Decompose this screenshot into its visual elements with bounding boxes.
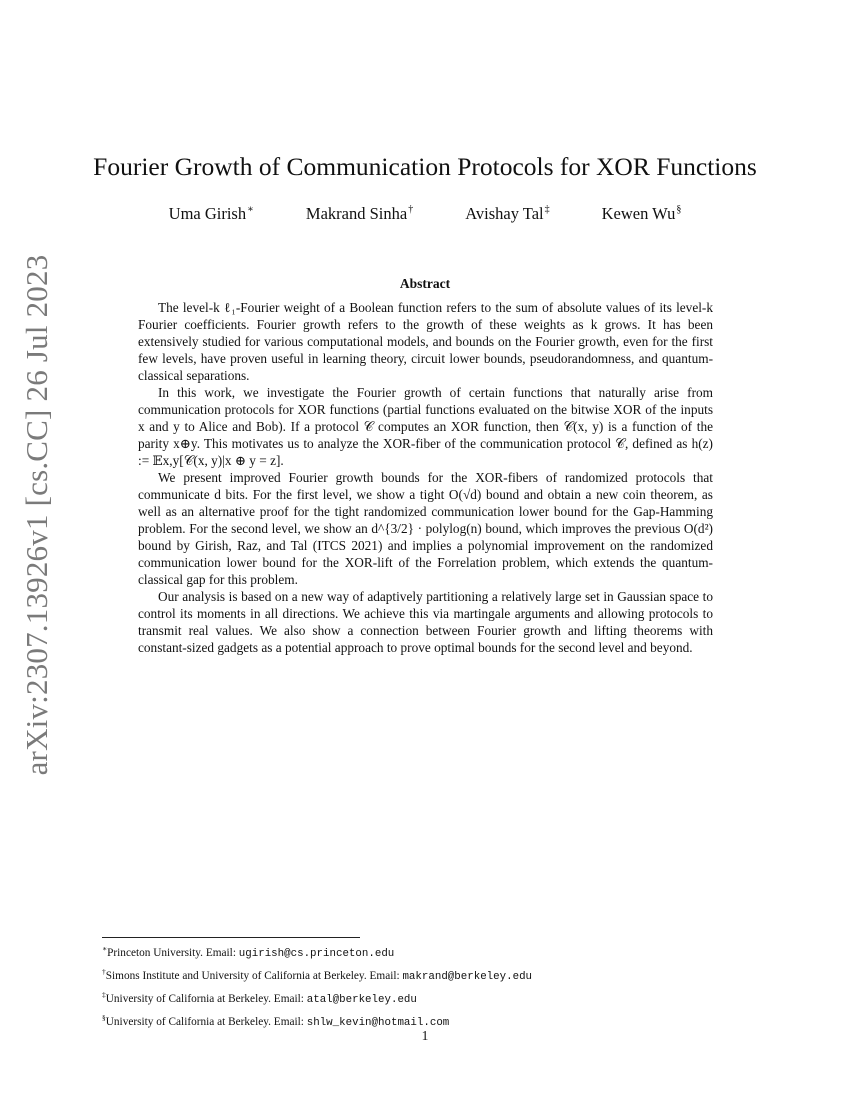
footnote-text: University of California at Berkeley. Email: (105, 1016, 307, 1028)
paper-title: Fourier Growth of Communication Protocols for XOR Functions (93, 152, 757, 181)
footnote-email: ugirish@cs.princeton.edu (238, 948, 395, 960)
author (602, 204, 682, 224)
author (169, 204, 254, 224)
page-number: 1 (421, 1028, 429, 1043)
author-name: Avishay Tal (465, 204, 544, 223)
footnote-text: University of California at Berkeley. Email: (105, 993, 307, 1005)
author-name: Uma Girish (168, 204, 247, 223)
footnote-divider (102, 937, 360, 938)
footnote (102, 963, 752, 986)
footnote-mark: † (102, 967, 106, 976)
footnote-mark: § (102, 1013, 106, 1022)
footnote (102, 986, 752, 1009)
arxiv-identifier-stamp (12, 254, 62, 776)
author-footnote-mark: ∗ (247, 204, 254, 215)
abstract-paragraph: Our analysis is based on a new way of adaptively partitioning a relatively large set in Gaussian space to control its moments in all directions. We achieve this via martingale arguments and allowing protocols to transmit real values. We also show a connection between Fourier growth and lifting theorems with constant-sized gadgets as a potential approach to prove optimal bounds for the second level and beyond. (138, 589, 713, 655)
author-footnote-mark: ‡ (544, 204, 550, 215)
footnotes (102, 940, 752, 1032)
abstract-heading: Abstract (399, 276, 451, 291)
author-name: Makrand Sinha (305, 204, 408, 223)
author-footnote-mark: † (408, 204, 414, 215)
abstract-paragraph: The level-k ℓ₁-Fourier weight of a Boolean function refers to the sum of absolute values of its level-k Fourier coefficients. Fourier growth refers to the growth of these weights as k grows. It has been extensively studied for various computational models, and bounds on the Fourier growth, even for the first few levels, have proven useful in learning theory, circuit lower bounds, pseudorandomness, and quantum-classical separations. (138, 300, 713, 383)
footnote-mark: ∗ (102, 944, 108, 953)
author-name: Kewen Wu (601, 204, 676, 223)
footnote-text: Simons Institute and University of California at Berkeley. Email: (105, 970, 403, 982)
abstract-body (138, 299, 713, 656)
footnote-email: makrand@berkeley.edu (402, 971, 533, 983)
arxiv-identifier-text: arXiv:2307.13926v1 [cs.CC] 26 Jul 2023 (19, 254, 54, 776)
footnote-mark: ‡ (102, 990, 106, 999)
footnote-text: Princeton University. Email: (107, 947, 239, 959)
footnote-email: atal@berkeley.edu (306, 994, 417, 1006)
author-footnote-mark: § (676, 204, 682, 215)
abstract-paragraph: We present improved Fourier growth bounds for the XOR-fibers of randomized protocols that communicate d bits. For the first level, we show a tight O(√d) bound and obtain a new coin theorem, as well as an alternative proof for the tight randomized communication lower bound for the Gap-Hamming problem. For the second level, we show an d^{3/2} · polylog(n) bound, which improves the previous O(d²) bound by Girish, Raz, and Tal (ITCS 2021) and implies a polynomial improvement on the randomized communication lower bound for the XOR-lift of the Forrelation problem, which extends the quantum-classical gap for this problem. (138, 470, 713, 587)
author-list (150, 204, 700, 224)
author (465, 204, 549, 224)
footnote-email: shlw_kevin@hotmail.com (306, 1017, 450, 1029)
footnote (102, 940, 752, 963)
author (306, 204, 413, 224)
abstract-paragraph: In this work, we investigate the Fourier growth of certain functions that naturally arise from communication protocols for XOR functions (partial functions evaluated on the bitwise XOR of the inputs x and y to Alice and Bob). If a protocol 𝒞 computes an XOR function, then 𝒞(x, y) is a function of the parity x⊕y. This motivates us to analyze the XOR-fiber of the communication protocol 𝒞, defined as h(z) := 𝔼x,y[𝒞(x, y)|x ⊕ y = z]. (138, 385, 713, 468)
